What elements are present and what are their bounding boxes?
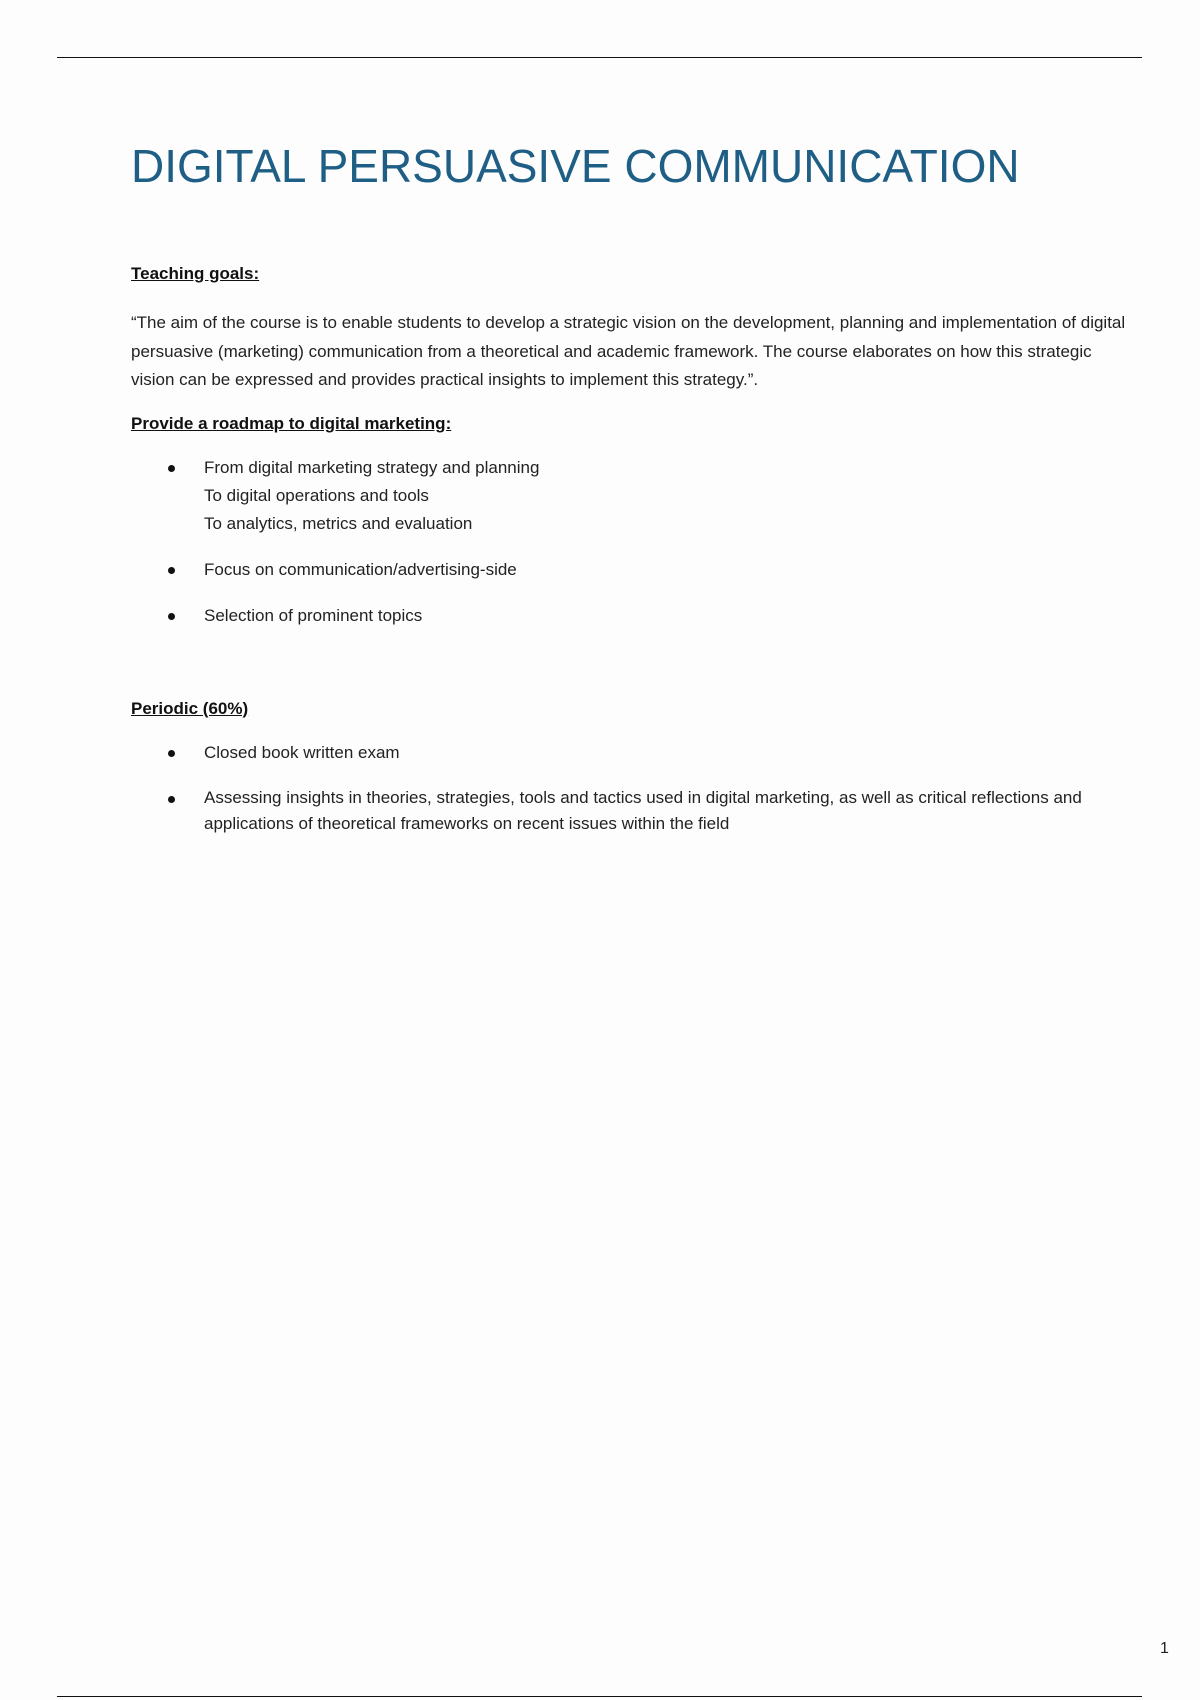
roadmap-heading: Provide a roadmap to digital marketing: [131, 413, 452, 433]
page-number: 1 [1160, 1640, 1169, 1657]
bullet-icon [168, 613, 175, 620]
top-rule [57, 57, 1142, 58]
teaching-goals-text: “The aim of the course is to enable students to develop a strategic vision on the development, planning and implementation of digital persuasive (marketing) communication from a theoretical and academic framework. The course elaborates on how this strategic vision can be expressed and provides practical insights to implement this strategy.”. [131, 313, 1126, 389]
roadmap-list [131, 454, 1126, 630]
periodic-section [131, 697, 1126, 837]
bullet-icon [168, 465, 175, 472]
list-item [131, 454, 1126, 538]
roadmap-section [131, 412, 1126, 630]
list-item [131, 785, 1126, 837]
list-item [131, 739, 1126, 767]
list-item [131, 602, 1126, 630]
bullet-icon [168, 567, 175, 574]
teaching-goals-section [131, 262, 1126, 395]
bottom-rule [57, 1696, 1142, 1697]
list-item-text: Assessing insights in theories, strategies, tools and tactics used in digital marketing, as well as critical reflections and applications of theoretical frameworks on recent issues within the field [204, 787, 1082, 833]
list-item-line: Selection of prominent topics [204, 605, 423, 625]
list-item-line: To analytics, metrics and evaluation [204, 513, 473, 533]
bullet-icon [168, 750, 175, 757]
document-title: DIGITAL PERSUASIVE COMMUNICATION [131, 140, 1020, 192]
list-item-line: Focus on communication/advertising-side [204, 559, 517, 579]
list-item [131, 556, 1126, 584]
teaching-goals-heading: Teaching goals: [131, 264, 260, 283]
list-item-line: To digital operations and tools [204, 485, 429, 505]
bullet-icon [168, 796, 175, 803]
list-item-text: Closed book written exam [204, 742, 400, 762]
periodic-heading: Periodic (60%) [131, 698, 249, 718]
document-body [131, 130, 1126, 837]
periodic-list [131, 739, 1126, 837]
list-item-line: From digital marketing strategy and planning [204, 457, 540, 477]
